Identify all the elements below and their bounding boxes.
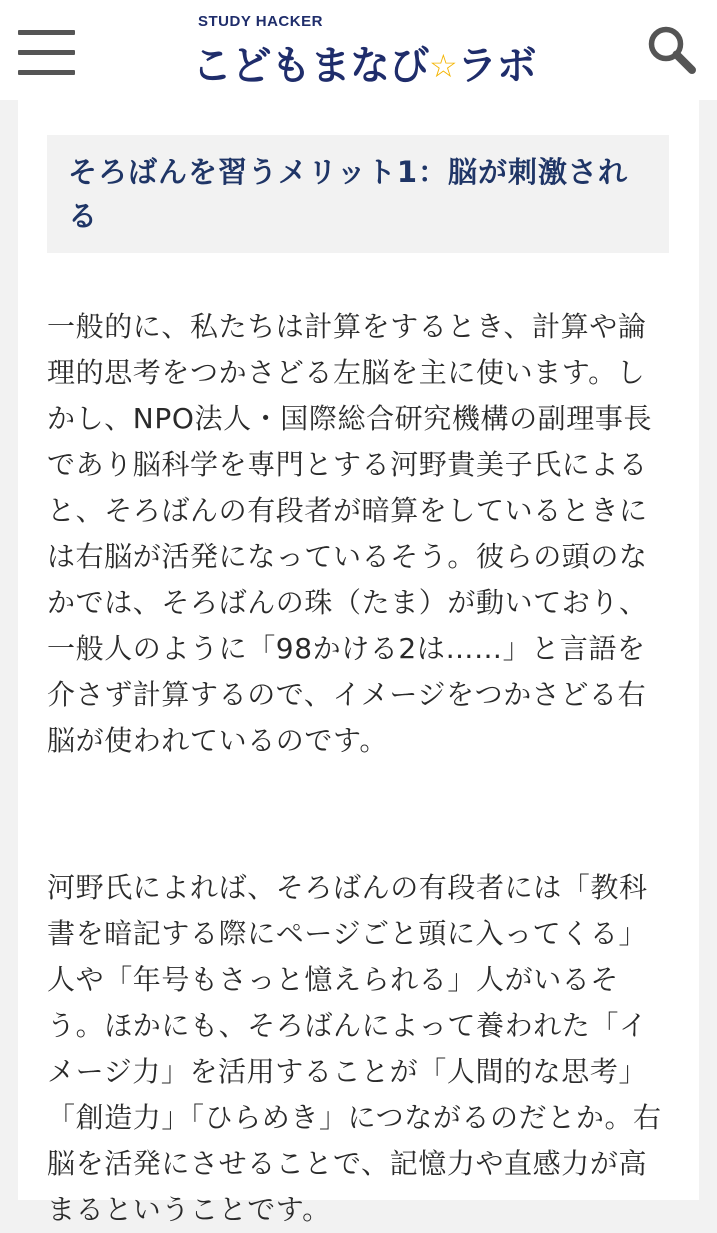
section-heading: そろばんを習うメリット1：脳が刺激される [68, 155, 629, 233]
article-body [18, 100, 699, 1226]
site-logo[interactable] [190, 12, 537, 92]
article-paragraph: 河野氏によれば、そろばんの有段者には「教科書を暗記する際にページごと頭に入ってくる」人や「年号もさっと憶えられる」人がいるそう。ほかにも、そろばんによって養われた「イメージ力」を活用することが「人間的な思考」「創造力」「ひらめき」につながるのだとか。右脳を活発にさせることで、記憶力や直感力が高まるということです。 [47, 871, 662, 1226]
logo-kicker-text: STUDY HACKER [198, 13, 323, 30]
star-icon: ☆ [429, 47, 458, 85]
search-icon [642, 22, 702, 80]
article-paragraph: 一般的に、私たちは計算をするとき、計算や論理的思考をつかさどる左脳を主に使います。しかし、NPO法人・国際総合研究機構の副理事長であり脳科学を専門とする河野貴美子氏によると、そろばんの有段者が暗算をしているときには右脳が活発になっているそう。彼らの頭のなかでは、そろばんの珠（たま）が動いており、一般人のように「98かける2は……」と言語を介さず計算するので、イメージをつかさどる右脳が使われているのです。 [47, 310, 653, 757]
logo-main-text [192, 34, 536, 91]
section-heading-box [47, 135, 669, 253]
search-button[interactable] [642, 22, 702, 80]
site-header [0, 0, 717, 100]
logo-main-after: ラボ [457, 43, 537, 89]
logo-main-before: こどもまなび [192, 43, 429, 89]
hamburger-menu-button[interactable] [14, 28, 76, 78]
